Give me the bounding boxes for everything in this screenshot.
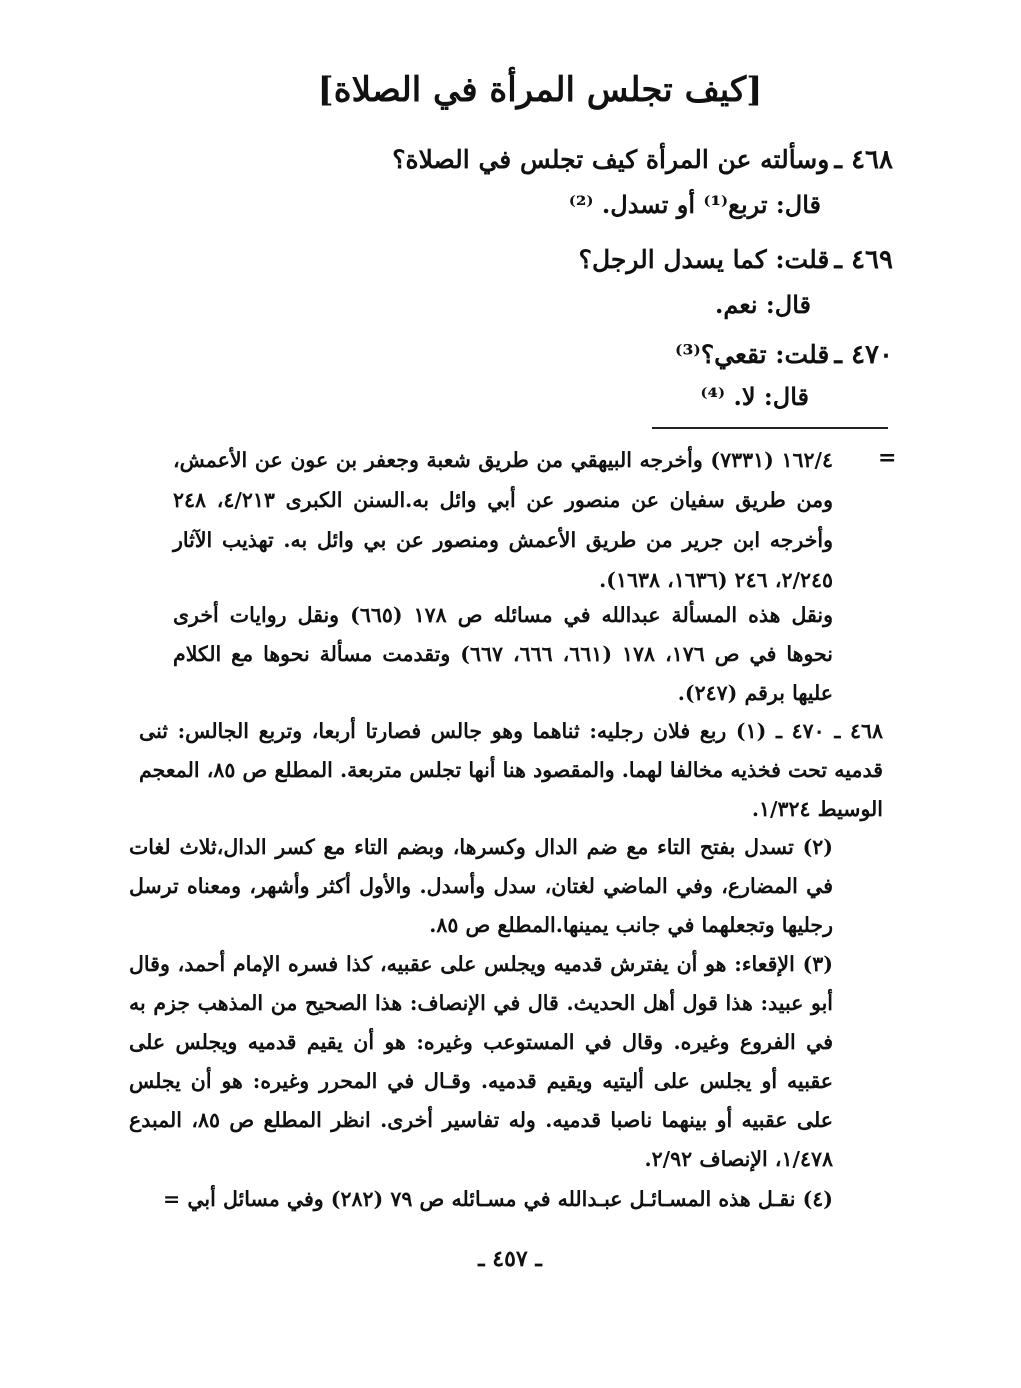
footnote-4: (٤) نقـل هذه المسـائـل عبـدالله في مسـائله ص ٧٩ (٢٨٢) وفي مسائل أبي =: [163, 1187, 833, 1211]
footnote-2: (٢) تسدل بفتح التاء مع ضم الدال وكسرها، وبضم التاء مع كسر الدال،ثلاث لغات في المضارع، وفي الماضي لغتان، سدل وأسدل. والأول أكثر وأشهر، ومعناه ترسل رجليها وتجعلهما في جانب يمينها.المطلع ص ٨٥.: [129, 835, 833, 937]
question-number: ٤٦٩ ـ: [834, 245, 893, 275]
footnote-continuation: ١٦٢/٤ (٧٣٣١) وأخرجه البيهقي من طريق شعبة وجعفر بن عون عن الأعمش، ومن طريق سفيان عن منصور عن أبي وائل به.السنن الكبرى ٤/٢١٣، ٢٤٨ وأخرجه ابن جرير من طريق الأعمش ومنصور عن بي وائل به. تهذيب الآثار ٢/٢٤٥، ٢٤٦ (١٦٣٦، ١٦٣٨).: [173, 448, 833, 592]
question-470: [333, 340, 893, 370]
question-468: [333, 145, 893, 175]
footnote-1: ٤٦٨ ـ ٤٧٠ ـ (١) ربع فلان رجليه: ثناهما وهو جالس فصارتا أربعا، وتربع الجالس: ثنى قدميه تحت فخذيه مخالفا لهما. والمقصود هنا أنها تجلس متربعة. المطلع ص ٨٥، المعجم الوسيط ١/٣٢٤.: [139, 719, 884, 821]
page-number: ـ ٤٥٧ ـ: [478, 1246, 542, 1272]
footnote-separator: [652, 427, 888, 429]
question-text: قلت: تقعي؟⁽³⁾: [674, 340, 830, 369]
question-number: ٤٧٠ ـ: [834, 340, 893, 370]
continuation-mark: =: [878, 445, 897, 471]
answer-470: قال: لا. ⁽⁴⁾: [700, 382, 809, 411]
footnote-3: (٣) الإقعاء: هو أن يفترش قدميه ويجلس على عقبيه، كذا فسره الإمام أحمد، وقال أبو عبيد: هذا قول أهل الحديث. قال في الإنصاف: هذا الصحيح من المذهب جزم به في الفروع وغيره. وقال في المستوعب وغيره: هو أن يقيم قدميه ويجلس على عقبيه أو يجلس على أليتيه ويقيم قدميه. وقـال في المحرر وغيره: هو أن يجلس على عقبيه أو بينهما ناصبا قدميه. وله تفاسير أخرى. انظر المطلع ص ٨٥، المبدع ١/٤٧٨، الإنصاف ٢/٩٢.: [129, 952, 833, 1171]
question-number: ٤٦٨ ـ: [834, 145, 893, 175]
question-text: قلت: كما يسدل الرجل؟: [578, 245, 830, 274]
question-469: [333, 245, 893, 275]
footnote-transmission-note: ونقل هذه المسألة عبدالله في مسائله ص ١٧٨ (٦٦٥) ونقل روايات أخرى نحوها في ص ١٧٦، ١٧٨ (٦٦١، ٦٦٦، ٦٦٧) وتقدمت مسألة نحوها مع الكلام عليها برقم (٢٤٧).: [173, 603, 833, 705]
question-text: وسألته عن المرأة كيف تجلس في الصلاة؟: [392, 145, 830, 174]
answer-469: قال: نعم.: [714, 290, 811, 319]
answer-468: قال: تربع⁽¹⁾ أو تسدل. ⁽²⁾: [568, 190, 821, 219]
page-title: [كيف تجلس المرأة في الصلاة]: [317, 70, 763, 110]
